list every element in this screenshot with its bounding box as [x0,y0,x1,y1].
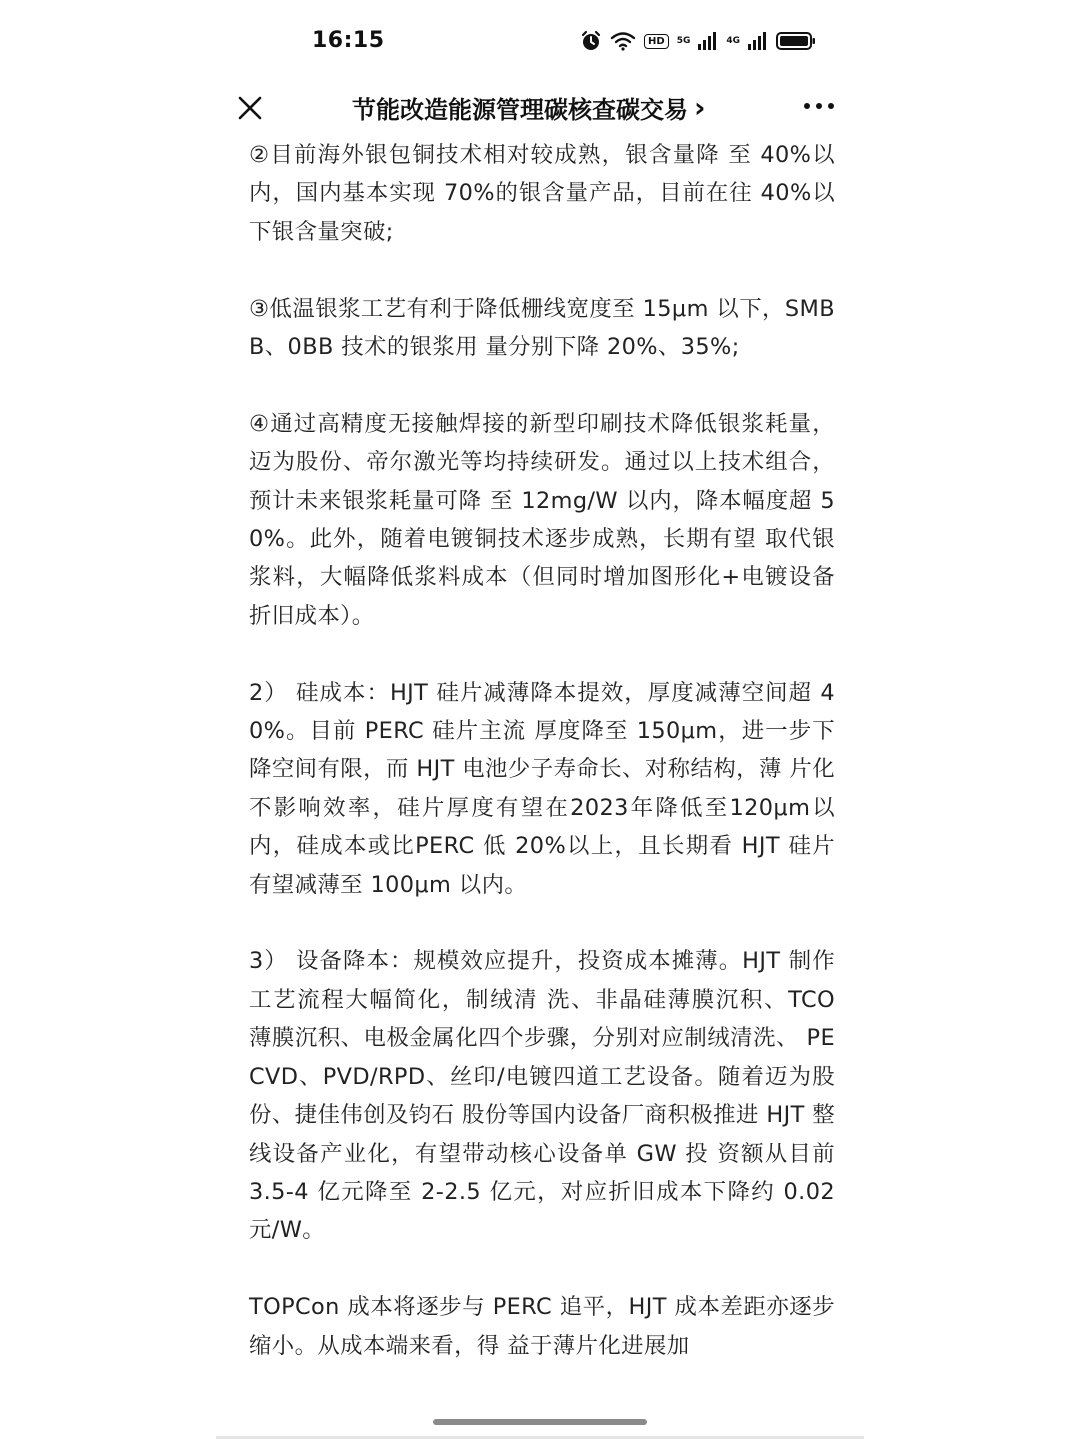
more-icon[interactable] [802,96,836,116]
account-title-link[interactable] [352,90,706,125]
article-paragraph: ③低温银浆工艺有利于降低栅线宽度至 15μm 以下，SMBB、0BB 技术的银浆用 量分别下降 20%、35%; [249,295,835,361]
close-icon[interactable] [234,92,266,124]
article-paragraph: 3） 设备降本：规模效应提升，投资成本摊薄。HJT 制作工艺流程大幅简化，制绒清 洗、非晶硅薄膜沉积、TCO 薄膜沉积、电极金属化四个步骤，分别对应制绒清洗、 PECVD、PVD/RPD、丝印/电镀四道工艺设备。随着迈为股份、捷佳伟创及钧石 股份等国内设备厂商积极推进 HJT 整线设备产业化，有望带动核心设备单 GW 投 资额从目前 3.5-4 亿元降至 2-2.5 亿元，对应折旧成本下降约 0.02 元/W。 [249,948,835,1244]
signal-4g-label [726,37,740,46]
signal-4g-icon [748,32,768,50]
article-paragraph: ④通过高精度无接触焊接的新型印刷技术降低银浆耗量， 迈为股份、帝尔激光等均持续研发。通过以上技术组合，预计未来银浆耗量可降 至 12mg/W 以内，降本幅度超 50%。此外，随着电镀铜技术逐步成熟，长期有望 取代银浆料，大幅降低浆料成本（但同时增加图形化+电镀设备折旧成本）。 [249,410,835,629]
net-5g-text: 5G [676,35,691,46]
status-bar [216,0,864,84]
article-body [249,136,835,1403]
account-title: 节能改造能源管理碳核查碳交易 [352,96,688,124]
article-paragraph: 2） 硅成本：HJT 硅片减薄降本提效，厚度减薄空间超 40%。目前 PERC 硅片主流 厚度降至 150μm，进一步下降空间有限，而 HJT 电池少子寿命长、对称结构，薄 片化不影响效率，硅片厚度有望在2023年降低至120μm以内，硅成本或比PERC 低 20%以上，且长期看 HJT 硅片有望减薄至 100μm 以内。 [249,679,835,898]
chevron-right-icon: › [694,90,706,124]
status-time: 16:15 [312,28,385,53]
net-4g-text: 4G [726,35,740,46]
hd-badge: HD [644,34,669,49]
article-paragraph: TOPCon 成本将逐步与 PERC 追平，HJT 成本差距亦逐步缩小。从成本端来看，得 益于薄片化进展加 [249,1294,835,1359]
article-paragraph: ②目前海外银包铜技术相对较成熟，银含量降 至 40%以内，国内基本实现 70%的银含量产品，目前在往 40%以下银含量突破; [249,142,835,245]
battery-icon [776,32,816,50]
phone-screen [216,0,864,1439]
home-indicator[interactable] [433,1419,647,1425]
alarm-icon [580,30,602,52]
signal-5g-icon [698,32,718,50]
nav-bar [216,84,864,132]
status-icons [580,30,816,52]
signal-5g-label [677,37,691,46]
wifi-icon [610,31,636,51]
